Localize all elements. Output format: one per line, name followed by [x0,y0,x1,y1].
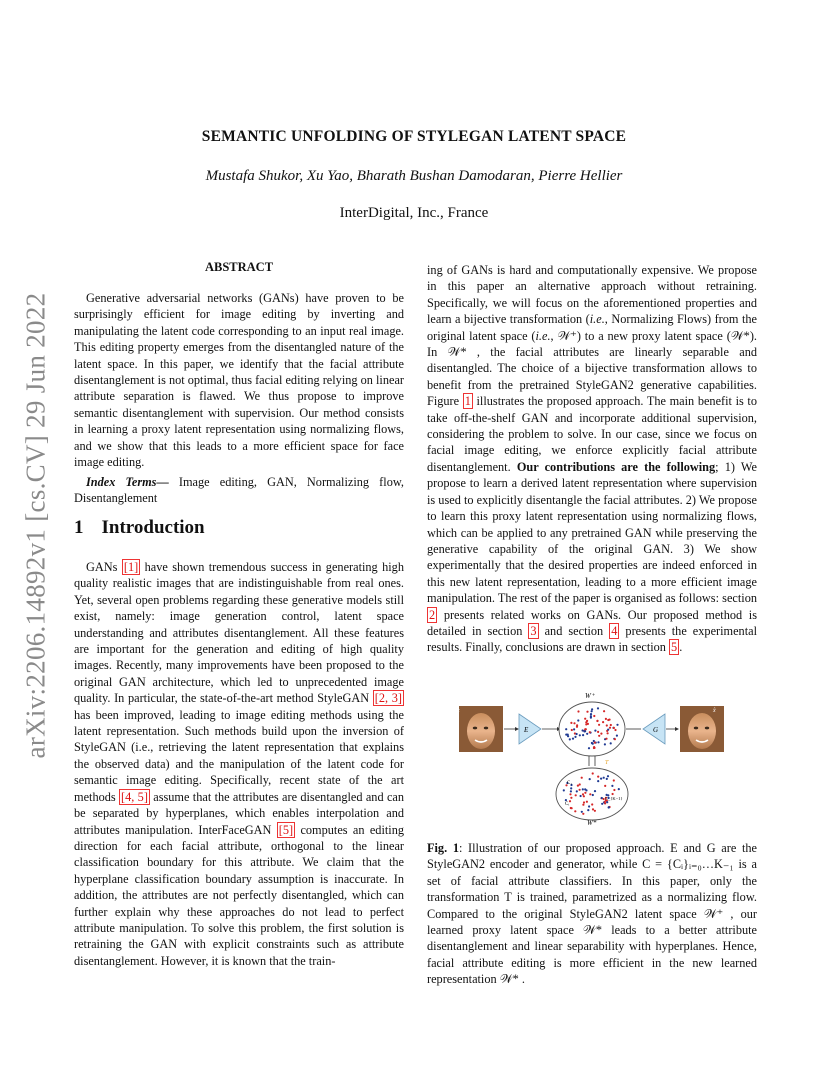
classifier-ck: C_{K−1} [605,796,623,801]
scatter-point [596,720,598,722]
scatter-point [614,729,616,731]
scatter-point [574,736,576,738]
scatter-point [598,735,600,737]
input-label: x [457,708,460,714]
intro-text: illustrates the proposed approach. The main benefit is to take off-the-shelf GAN and incorporate additional supervision, considering the problem to solve. In our case, since we focus on facial image editing, we enforce explicitly facial attribute disentanglement. [427,394,757,474]
scatter-point [612,793,614,795]
scatter-point [589,731,591,733]
citation-link[interactable]: [1] [123,560,139,574]
scatter-point [586,711,588,713]
scatter-point [582,793,584,795]
scatter-point [603,710,605,712]
classifier-c1: C₁ [567,781,573,786]
scatter-point [569,793,571,795]
scatter-point [611,785,613,787]
arxiv-stamp [10,290,62,760]
intro-text: have shown tremendous success in generating high quality realistic images that are indistinguishable from real ones. Yet, several open problems regarding these generative models still exist, namely: image generation control, latent space understanding and attributes disentanglement. All these features are important for the generation and editing of high quality images. Recently, many improvements have been proposed to the original GAN architecture, which led to unprecedented image quality. In particular, the state-of-the-art method StyleGAN [74,560,404,706]
scatter-point [606,801,608,803]
scatter-point [581,777,583,779]
scatter-point [588,747,590,749]
scatter-point [579,734,581,736]
scatter-point [585,789,587,791]
abstract-body [74,290,404,470]
scatter-point [614,738,616,740]
classifier-ci: Cᵢ [565,802,570,807]
figure-link[interactable]: 1 [464,394,471,409]
scatter-point [613,779,615,781]
scatter-point [563,789,565,791]
intro-continued [427,262,757,656]
section-link[interactable]: 4 [611,623,618,638]
intro-text: , Normalizing Flows) from the original latent space ( [427,312,757,343]
section-link[interactable]: 5 [671,640,678,655]
abstract-text: Generative adversarial networks (GANs) have proven to be surprisingly efficient for image editing by inverting and manipulating the latent code corresponding to an input real image. This editing property emerges from the disentangled nature of the latent space. In this paper, we identify that the facial attribute disentanglement is not optimal, thus facial editing relying on linear attribute separation is flawed. We thus propose to improve semantic disentanglement with supervision. Our method consists in learning a proxy latent representation using normalizing flows, and we show that this leads to a more efficient space for face image editing. [74,291,404,470]
wplus-label: W⁺ [585,692,595,700]
scatter-point [583,801,585,803]
scatter-point [577,719,579,721]
scatter-point [600,733,602,735]
affiliation: InterDigital, Inc., France [339,205,489,221]
scatter-point [605,718,607,720]
scatter-point [575,794,577,796]
scatter-point [609,727,611,729]
intro-text: assume that the attributes are disentangled and can be separated by hyperplanes, which enables interpolation and attributes manipulation. InterFaceGAN [74,789,405,837]
scatter-point [567,735,569,737]
arxiv-stamp-text: arXiv:2206.14892v1 [cs.CV] 29 Jun 2022 [20,292,51,758]
scatter-point [608,806,610,808]
intro-paragraph [74,559,404,969]
scatter-point [589,778,591,780]
scatter-point [582,788,584,790]
arrow-head [515,727,519,731]
scatter-point [600,778,602,780]
scatter-point [594,790,596,792]
scatter-point [582,813,584,815]
section-number: 1 [74,517,84,538]
section-link[interactable]: 3 [530,623,537,638]
scatter-point [565,728,567,730]
citation-link[interactable]: [4, 5] [121,789,148,804]
intro-text: has been improved, leading to image editing methods using the latent representation. Such methods build upon the inversion of StyleGAN (i.e., retrieving the latent representation that explains the observed data) and the manipulation of the latent code for semantic image editing. Specifically, recent state of the art methods [74,707,404,804]
scatter-point [607,775,609,777]
scatter-point [613,789,615,791]
intro-text: ; 1) We propose to learn a derived latent representation where supervision is used to explicitly disentangle the facial attributes. 2) We propose to learn this proxy latent representation using normalizing flows, which can be applied to any pretrained GAN while preserving the generative capability of the original GAN. 3) We show experimentally that the desired properties are indeed enforced in this new latent representation, leading to a more efficient image manipulation. The rest of the paper is organised as follows: section [427,459,757,606]
intro-text: ing of GANs is hard and computationally expensive. We propose in this paper an alternative approach without retraining. Specifically, we will focus on the aforementioned properties and learn a bijective transformation ( [427,263,757,327]
intro-text: GANs [86,560,122,574]
scatter-point [586,733,588,735]
scatter-point [604,743,606,745]
scatter-point [593,747,595,749]
input-face-image [456,706,503,752]
scatter-point [594,730,596,732]
scatter-point [583,795,585,797]
section-link[interactable]: 2 [429,607,436,622]
index-terms [74,474,404,507]
index-terms-label: Index Terms— [86,475,169,489]
scatter-point [594,810,596,812]
scatter-point [582,804,584,806]
scatter-point [569,738,571,740]
scatter-point [591,708,593,710]
intro-text: presents related works on GANs. Our proposed method is detailed in section [427,607,757,638]
scatter-point [597,776,599,778]
intro-text: computes an editing direction for each facial attribute, orthogonal to the linear classification boundary for this attribute. We claim that the hyperplane classification boundary assumption is inaccurate. In addition, the attributes are not perfectly disentangled, which can further explain why these approaches do not lead to perfect attribute manipulation. To solve this problem, the first solution is retraining the GAN with explicit constraints such as attribute disentanglement. However, it is known that the train- [74,822,404,968]
scatter-point [592,794,594,796]
scatter-point [571,807,573,809]
scatter-point [610,742,612,744]
scatter-point [586,720,588,722]
generator-label: G [653,726,659,734]
scatter-point [594,742,596,744]
scatter-point [582,734,584,736]
arrow-head [675,727,679,731]
transform-label: T [605,760,609,766]
abstract-heading: ABSTRACT [204,260,274,274]
citation-link[interactable]: [5] [278,822,294,837]
scatter-point [607,732,609,734]
scatter-point [570,787,572,789]
scatter-point [572,738,574,740]
scatter-point [608,719,610,721]
encoder-block [519,714,541,744]
scatter-point [579,783,581,785]
scatter-point [586,801,588,803]
scatter-point [593,715,595,717]
citation-link[interactable]: [2, 3] [374,691,403,706]
scatter-point [570,722,572,724]
scatter-point [570,797,572,799]
scatter-point [606,724,608,726]
scatter-point [565,799,567,801]
scatter-point [604,785,606,787]
scatter-point [592,772,594,774]
scatter-point [597,731,599,733]
intro-text: i.e. [589,312,605,327]
contributions-label: Our contributions are the following [516,459,716,474]
output-label: x̂ [713,708,716,714]
scatter-point [589,793,591,795]
scatter-point [602,721,604,723]
intro-text: , 𝒲⁺) to a new proxy latent space (𝒲*). In 𝒲* , the facial attributes are linearly separable and disentangled. The choice of a bijective transformation allows to benefit from the pretrained StyleGAN2 generative capabilities. Figure [427,328,758,409]
scatter-point [605,738,607,740]
section-heading [74,517,205,539]
scatter-point [573,722,575,724]
intro-text: and section [538,623,610,638]
scatter-point [588,805,590,807]
section-title: Introduction [101,517,205,538]
scatter-point [597,741,599,743]
figure-diagram [455,688,730,826]
scatter-point [603,777,605,779]
scatter-point [581,811,583,813]
scatter-point [574,810,576,812]
paper-title: SEMANTIC UNFOLDING OF STYLEGAN LATENT SPACE [201,128,627,145]
scatter-point [601,797,603,799]
intro-text: presents the experimental results. Finally, conclusions are drawn in section [427,623,757,655]
scatter-point [606,778,608,780]
caption-label: Fig. 1 [427,841,459,855]
scatter-point [570,790,572,792]
scatter-point [613,727,615,729]
scatter-point [610,724,612,726]
scatter-point [604,801,606,803]
scatter-point [576,733,578,735]
scatter-point [584,792,586,794]
generator-block [643,714,665,744]
scatter-point [565,734,567,736]
scatter-point [579,789,581,791]
wstar-space [556,768,628,820]
scatter-point [573,728,575,730]
scatter-point [616,735,618,737]
encoder-label: E [524,726,529,734]
scatter-point [597,707,599,709]
scatter-point [590,715,592,717]
scatter-point [591,710,593,712]
wstar-label: W* [587,819,597,826]
scatter-point [584,718,586,720]
scatter-point [569,800,571,802]
scatter-point [591,742,593,744]
scatter-point [577,710,579,712]
scatter-point [571,729,573,731]
scatter-point [618,788,620,790]
scatter-point [592,808,594,810]
scatter-point [576,726,578,728]
caption-text: : Illustration of our proposed approach. E and G are the StyleGAN2 encoder and generator, while C = {Cᵢ}ᵢ₌₀…K₋₁ is a set of facial attribute classifiers. In this paper, only the transformation T is trained, parametrized as a normalizing flow. Compared to the original StyleGAN2 latent space 𝒲⁺ , our learned proxy latent space 𝒲* leads to a better attribute disentanglement and linear separability with hyperplanes. Hence, facial attribute editing is more efficient in the new learned representation 𝒲* . [427,841,758,987]
figure-caption [427,840,757,988]
scatter-point [580,795,582,797]
scatter-point [587,809,589,811]
output-face-image [680,706,724,752]
scatter-point [590,713,592,715]
scatter-point [584,730,586,732]
scatter-point [616,724,618,726]
scatter-point [585,723,587,725]
scatter-point [597,780,599,782]
intro-text: . [679,640,683,655]
scatter-point [607,729,609,731]
scatter-point [591,803,593,805]
author-list: Mustafa Shukor, Xu Yao, Bharath Bushan Damodaran, Pierre Hellier [205,168,623,184]
scatter-point [582,729,584,731]
scatter-point [576,790,578,792]
index-terms-text: Image editing, GAN, Normalizing flow, Disentanglement [74,475,404,506]
scatter-point [598,724,600,726]
intro-text: i.e. [535,328,551,343]
scatter-point [601,803,603,805]
